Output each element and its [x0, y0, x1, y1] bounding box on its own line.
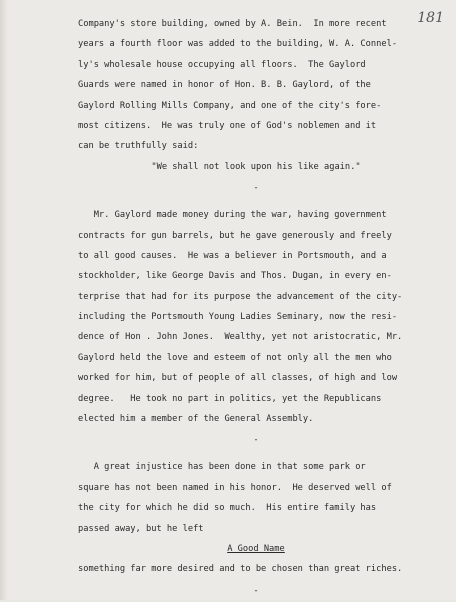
text-line: elected him a member of the General Assembly.	[78, 414, 314, 425]
text-line: A great injustice has been done in that some park or	[78, 462, 366, 473]
text-line: stockholder, like George Davis and Thos. Dugan, in every en-	[78, 271, 392, 282]
text-line: years a fourth floor was added to the building, W. A. Connel-	[78, 39, 398, 50]
document-body	[78, 14, 434, 602]
closing-line: something far more desired and to be chosen than great riches.	[78, 564, 403, 575]
section-separator: -	[253, 435, 259, 446]
page-number: 181	[417, 10, 444, 26]
text-line: can be truthfully said:	[78, 141, 199, 152]
section-separator: -	[253, 183, 259, 194]
section-heading: A Good Name	[227, 543, 285, 554]
quote-line: "We shall not look upon his like again."	[151, 161, 361, 172]
text-line: degree. He took no part in politics, yet the Republicans	[78, 393, 382, 404]
text-line: Gaylord held the love and esteem of not only all the men who	[78, 352, 392, 363]
text-line: terprise that had for its purpose the advancement of the city-	[78, 291, 403, 302]
text-line: ly's wholesale house occupying all floors. The Gaylord	[78, 59, 366, 70]
text-line: square has not been named in his honor. He deserved well of	[78, 482, 392, 493]
paragraph-2	[78, 205, 434, 429]
paragraph-1	[78, 14, 434, 157]
text-line: to all good causes. He was a believer in Portsmouth, and a	[78, 250, 387, 261]
paragraph-3	[78, 457, 434, 539]
text-line: Guards were named in honor of Hon. B. B. Gaylord, of the	[78, 80, 371, 91]
text-line: Mr. Gaylord made money during the war, having government	[78, 210, 387, 221]
text-line: including the Portsmouth Young Ladies Seminary, now the resi-	[78, 312, 398, 323]
text-line: passed away, but he left	[78, 523, 204, 534]
text-line: the city for which he did so much. His entire family has	[78, 503, 377, 514]
text-line: most citizens. He was truly one of God's noblemen and it	[78, 120, 377, 131]
section-separator: -	[253, 585, 259, 596]
text-line: contracts for gun barrels, but he gave generously and freely	[78, 230, 392, 241]
text-line: worked for him, but of people of all classes, of high and low	[78, 373, 398, 384]
text-line: Company's store building, owned by A. Bein. In more recent	[78, 19, 387, 29]
text-line: dence of Hon . John Jones. Wealthy, yet not aristocratic, Mr.	[78, 332, 403, 343]
text-line: Gaylord Rolling Mills Company, and one of the city's fore-	[78, 100, 382, 111]
